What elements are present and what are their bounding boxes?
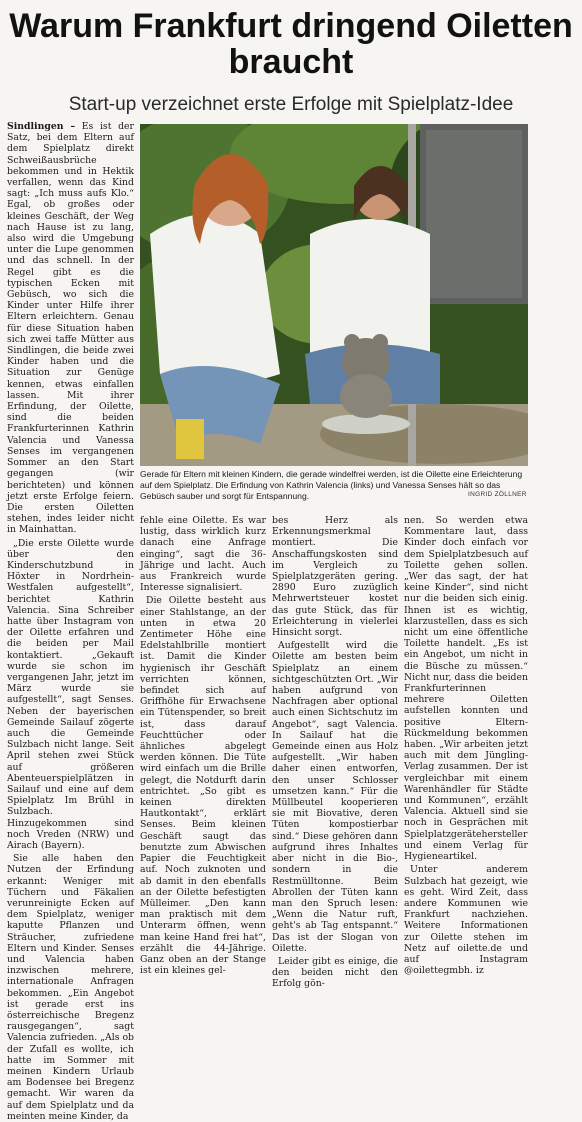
- column-3: [272, 515, 398, 990]
- paragraph: Aufgestellt wird die Oilette am besten beim Spielplatz an einem sichtgeschützten Ort. „Wir haben aufgrund von Nachfragen aber optional auch einen Sichtschutz im Angebot“, sagt Valencia. In Sailauf hat die Gemeinde einen aus Holz aufgestellt. „Wir haben daher einen entworfen, den unser Schlosser umsetzen kann.“ Für die Müllbeutel kooperieren sie mit Biovative, deren Tüten kompostierbar sind.“ Diese gehören dann aufgrund ihres Inhaltes aber nicht in die Bio-, sondern in die Restmülltonne. Beim Abrollen der Tüten kann man den Spruch lesen: „Wenn die Natur ruft, geht's ab Tag entspannt.“ Das ist der Slogan von Oilette.: [272, 640, 398, 954]
- paragraph: Unter anderem Sulzbach hat gezeigt, wie es geht. Wird Zeit, dass andere Kommunen wie Frankfurt nachziehen. Weitere Informationen zur Oilette stehen im Netz auf oilette.de und auf Instagram @oilettegmbh. iz: [404, 864, 528, 977]
- paragraph: nen. So werden etwa Kommentare laut, dass Kinder doch einfach vor dem Spielplatzbesuch auf Toilette gehen sollen. „Wer das sagt, der hat keine Kinder“, sind nicht nur die beiden sich einig. Ihnen ist es wichtig, klarzustellen, dass es sich nicht um eine öffentliche Toilette handelt. „Es ist ein Angebot, um nicht in die Büsche zu müssen.“ Nicht nur, dass die beiden Frankfurterinnen mehrere Oiletten aufstellen konnten und positive Eltern-Rückmeldung bekommen haben. „Wir arbeiten jetzt auch mit dem Jüngling-Verlag zusammen. Der ist vergleichbar mit einem Warenhändler für Städte und Kommunen“, erzählt Valencia. Aktuell sind sie noch in Gesprächen mit Spielplatzgerätehersteller und einem Verlag für Hygieneartikel.: [404, 515, 528, 863]
- column-1: [7, 121, 134, 1122]
- article-photo: [140, 124, 528, 466]
- paragraph: Sindlingen – Es ist der Satz, bei dem Eltern auf dem Spielplatz direkt Schweißausbrüche bekommen und in Hektik verfallen, wenn das Kind sagt: „Ich muss aufs Klo.“ Egal, ob großes oder kleines Geschäft, der Weg nach Hause ist zu lang, also wird die Umgebung unter die Lupe genommen und das schnell. In der Regel gibt es die typischen Ecken mit Gebüsch, wo sich die Kinder unter Hilfe ihrer Eltern erleichtern. Genau für diese Situation haben sich zwei taffe Mütter aus Sindlingen, die beide zwei Kinder haben und die Situation zur Genüge kennen, etwas einfallen lassen. Mit ihrer Erfindung, der Oilette, sind die beiden Frankfurterinnen Kathrin Valencia und Vanessa Senses im vergangenen Sommer an den Start gegangen (wir berichteten) und können jetzt erste Erfolge feiern. Die ersten Oiletten stehen, indes leider nicht in Mainhattan.: [7, 121, 134, 536]
- paragraph: fehle eine Oilette. Es war lustig, dass wirklich kurz danach eine Anfrage einging“, sagt die 36-Jährige und lacht. Auch aus Frankreich wurde Interesse signalisiert.: [140, 515, 266, 594]
- column-4: [404, 515, 528, 977]
- headline: Warum Frankfurt dringend Oiletten braucht: [9, 7, 573, 81]
- paragraph: Sie alle haben den Nutzen der Erfindung erkannt: Weniger mit Tüchern und Fäkalien verunreinigte Ecken auf dem Spielplatz, weniger kaputte Pflanzen und Sträucher, zufriedene Eltern und Kinder. Senses und Valencia haben inzwischen mehrere, internationale Anfragen bekommen. „Ein Angebot ist gerade erst ins österreichische Bregenz rausgegangen“, sagt Valencia zufrieden. „Als ob der Zufall es wollte, ich hatte im Sommer mit meinen Kindern Urlaub am Bodensee bei Bregenz gemacht. Wir waren da auf dem Spielplatz und da meinten meine Kinder, da: [7, 853, 134, 1122]
- paragraph: „Die erste Oilette wurde über den Kinderschutzbund in Höxter in Nordrhein-Westfalen aufgestellt“, berichtet Kathrin Valencia. Sina Schreiber hatte über Instagram von der Oilette erfahren und die beiden per Mail kontaktiert. „Gekauft wurde sie schon im vergangenen Jahr, jetzt im März wurde sie aufgestellt“, sagt Senses. Neben der bayerischen Gemeinde Sailauf zögerte auch die Gemeinde Sulzbach nicht lange. Seit April stehen zwei Stück auf größeren Abenteuerspielplätzen in Sailauf und eine auf dem Spielplatz Im Brühl in Sulzbach. Hinzugekommen sind noch Vreden (NRW) und Airach (Bayern).: [7, 537, 134, 851]
- paragraph: bes Herz als Erkennungsmerkmal montiert. Die Anschaffungskosten sind im Vergleich zu Spielplatzgeräten gering. 2890 Euro zuzüglich Mehrwertsteuer kostet das gute Stück, das für Erleichterung in vielerlei Hinsicht sorgt.: [272, 515, 398, 639]
- dateline: Sindlingen –: [7, 121, 76, 132]
- paragraph: Leider gibt es einige, die den beiden nicht den Erfolg gön-: [272, 955, 398, 990]
- photo-credit: INGRID ZÖLLNER: [468, 491, 527, 498]
- column-2: [140, 515, 266, 977]
- photo-caption: Gerade für Eltern mit kleinen Kindern, die gerade windelfrei werden, ist die Oilette eine Erleichterung auf dem Spielplatz. Die Erfindung von Kathrin Valencia (links) und Vanessa Senses hält so das Gebüsch sauber und sorgt für Entspannung.: [140, 469, 523, 501]
- paragraph: Die Oilette besteht aus einer Stahlstange, an der unten in etwa 20 Zentimeter Höhe eine Edelstahlbrille montiert ist. Damit die Kinder hygienisch ihr Geschäft verrichten können, befindet sich auf Griffhöhe für Erwachsene ein Tütenspender, so breit ist, dass darauf Feuchttücher oder ähnliches abgelegt werden können. Die Tüte wird einfach um die Brille gelegt, die Notdurft darin entrichtet. „So gibt es keinen direkten Hautkontakt“, erklärt Senses. Beim kleinen Geschäft saugt das benutzte zum Abwischen Papier die Feuchtigkeit auf. Noch zuknoten und ab damit in den ebenfalls an der Oilette befestigten Mülleimer. „Den kann man praktisch mit dem Unterarm öffnen, wenn man keine Hand frei hat“, erzählt die 44-Jährige. Ganz oben an der Stange ist ein kleines gel-: [140, 595, 266, 977]
- subheadline: Start-up verzeichnet erste Erfolge mit Spielplatz-Idee: [68, 94, 514, 115]
- photo-illustration: [140, 124, 528, 466]
